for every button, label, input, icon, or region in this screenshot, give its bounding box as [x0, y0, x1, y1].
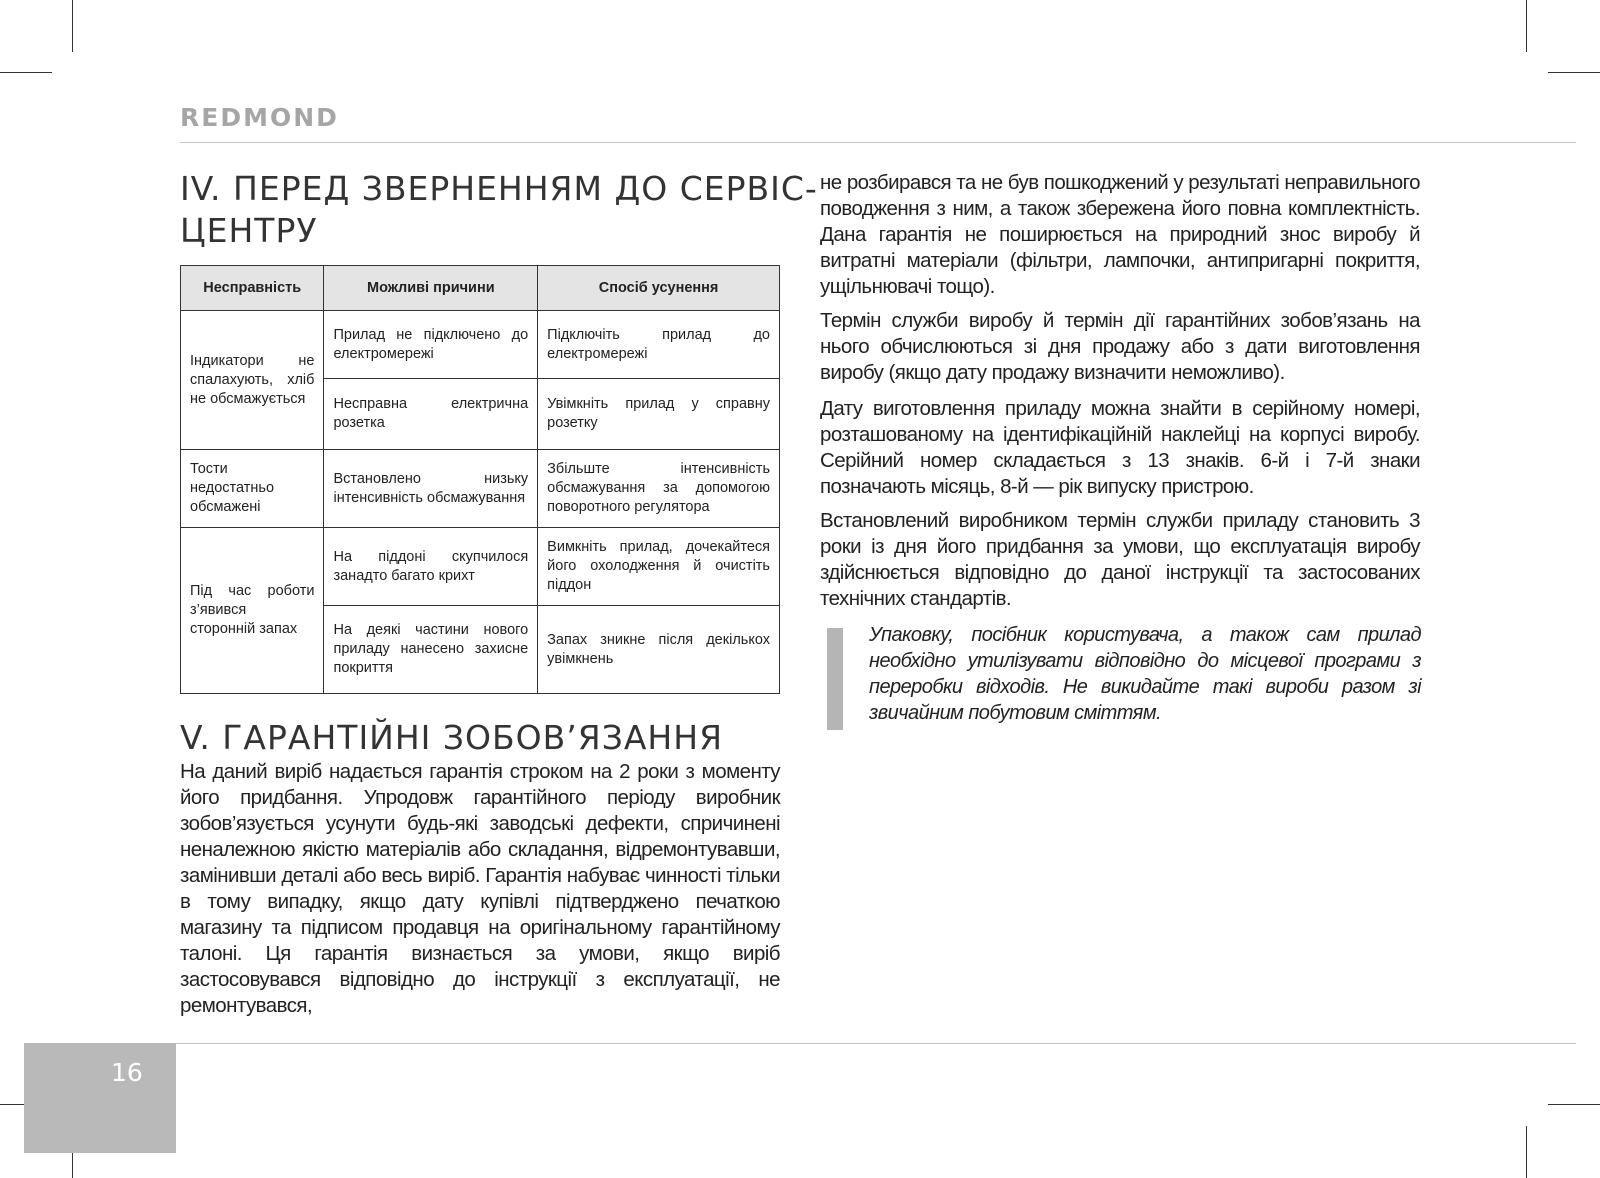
crop-mark	[1526, 1126, 1527, 1178]
brand-logo: REDMOND	[180, 103, 339, 132]
header-rule	[180, 142, 1576, 143]
page-number-box	[24, 1043, 176, 1153]
crop-mark	[1548, 72, 1600, 73]
crop-mark	[72, 0, 73, 52]
footer-rule	[176, 1043, 1576, 1044]
warranty-paragraph-2: Термін служби виробу й термін дії гарантійних зобов’язань на нього обчислюються зі дня продажу або з дати виготовлення виробу (якщо дату продажу визначити неможливо).	[820, 309, 1420, 384]
troubleshooting-table	[180, 265, 780, 694]
section-5-title: V. ГАРАНТІЙНІ ЗОБОВ’ЯЗАННЯ	[180, 718, 723, 757]
table-row	[181, 311, 780, 379]
warranty-paragraph-1-continued: не розбирався та не був пошкоджений у результаті неправильного поводження з ним, а також збережена його повна комплектність. Дана гарантія не поширюється на природний знос виробу й витратні матеріали (фільтри, лампочки, антипригарні покриття, ущільнювачі тощо).	[820, 171, 1420, 298]
section-4-title-line2: ЦЕНТРУ	[180, 211, 318, 250]
section-4-title-line1: IV. ПЕРЕД ЗВЕРНЕННЯМ ДО СЕРВІС-	[180, 169, 818, 208]
problem-cell: Індикатори не спалахують, хліб не обсмажується	[181, 311, 324, 450]
cause-cell: На деякі частини нового приладу нанесено захисне покриття	[324, 606, 538, 694]
crop-mark	[0, 72, 52, 73]
header-problem: Несправність	[181, 266, 324, 311]
page-number: 16	[111, 1058, 143, 1087]
table-row	[181, 450, 780, 528]
cause-cell: На піддоні скупчилося занадто багато крихт	[324, 528, 538, 606]
problem-cell: Тости недостатньо обсмажені	[181, 450, 324, 528]
header-causes: Можливі причини	[324, 266, 538, 311]
cause-cell: Встановлено низьку інтенсивність обсмажування	[324, 450, 538, 528]
note-marker-bar	[827, 628, 843, 730]
recycling-note: Упаковку, посібник користувача, а також сам прилад необхідно утилізувати відповідно до місцевої програми з переробки відходів. Не викидайте такі вироби разом зі звичайним побутовим сміттям.	[869, 624, 1421, 724]
crop-mark	[1526, 0, 1527, 52]
solution-cell: Підключіть прилад до електромережі	[538, 311, 780, 379]
table-row	[181, 528, 780, 606]
cause-cell: Несправна електрична розетка	[324, 379, 538, 450]
crop-mark	[1548, 1104, 1600, 1105]
warranty-paragraph-4: Встановлений виробником термін служби приладу становить 3 роки із дня його придбання за умови, що експлуатація виробу здійснюється відповідно до даної інструкції та застосованих технічних стандартів.	[820, 509, 1420, 610]
section-4-title	[180, 168, 818, 252]
solution-cell: Вимкніть прилад, дочекайтеся його охолодження й очистіть піддон	[538, 528, 780, 606]
solution-cell: Збільште інтенсивність обсмажування за допомогою поворотного регулятора	[538, 450, 780, 528]
header-solution: Спосіб усунення	[538, 266, 780, 311]
problem-cell: Під час роботи з’явився сторонній запах	[181, 528, 324, 694]
table-header-row	[181, 266, 780, 311]
solution-cell: Увімкніть прилад у справну розетку	[538, 379, 780, 450]
solution-cell: Запах зникне після декількох увімкнень	[538, 606, 780, 694]
warranty-paragraph-3: Дату виготовлення приладу можна знайти в серійному номері, розташованому на ідентифікаційній наклейці на корпусі виробу. Серійний номер складається з 13 знаків. 6-й і 7-й знаки позначають місяць, 8-й — рік випуску пристрою.	[820, 397, 1420, 498]
cause-cell: Прилад не підключено до електромережі	[324, 311, 538, 379]
warranty-paragraph-1: На даний виріб надається гарантія строком на 2 роки з моменту його придбання. Упродовж гарантійного періоду виробник зобов’язується усунути будь-які заводські дефекти, спричинені неналежною якістю матеріалів або складання, відремонтувавши, замінивши деталі або весь виріб. Гарантія набуває чинності тільки в тому випадку, якщо дату купівлі підтверджено печаткою магазину та підписом продавця на оригінальному гарантійному талоні. Ця гарантія визнається за умови, якщо виріб застосовувався відповідно до інструкції з експлуатації, не ремонтувався,	[180, 760, 780, 1017]
